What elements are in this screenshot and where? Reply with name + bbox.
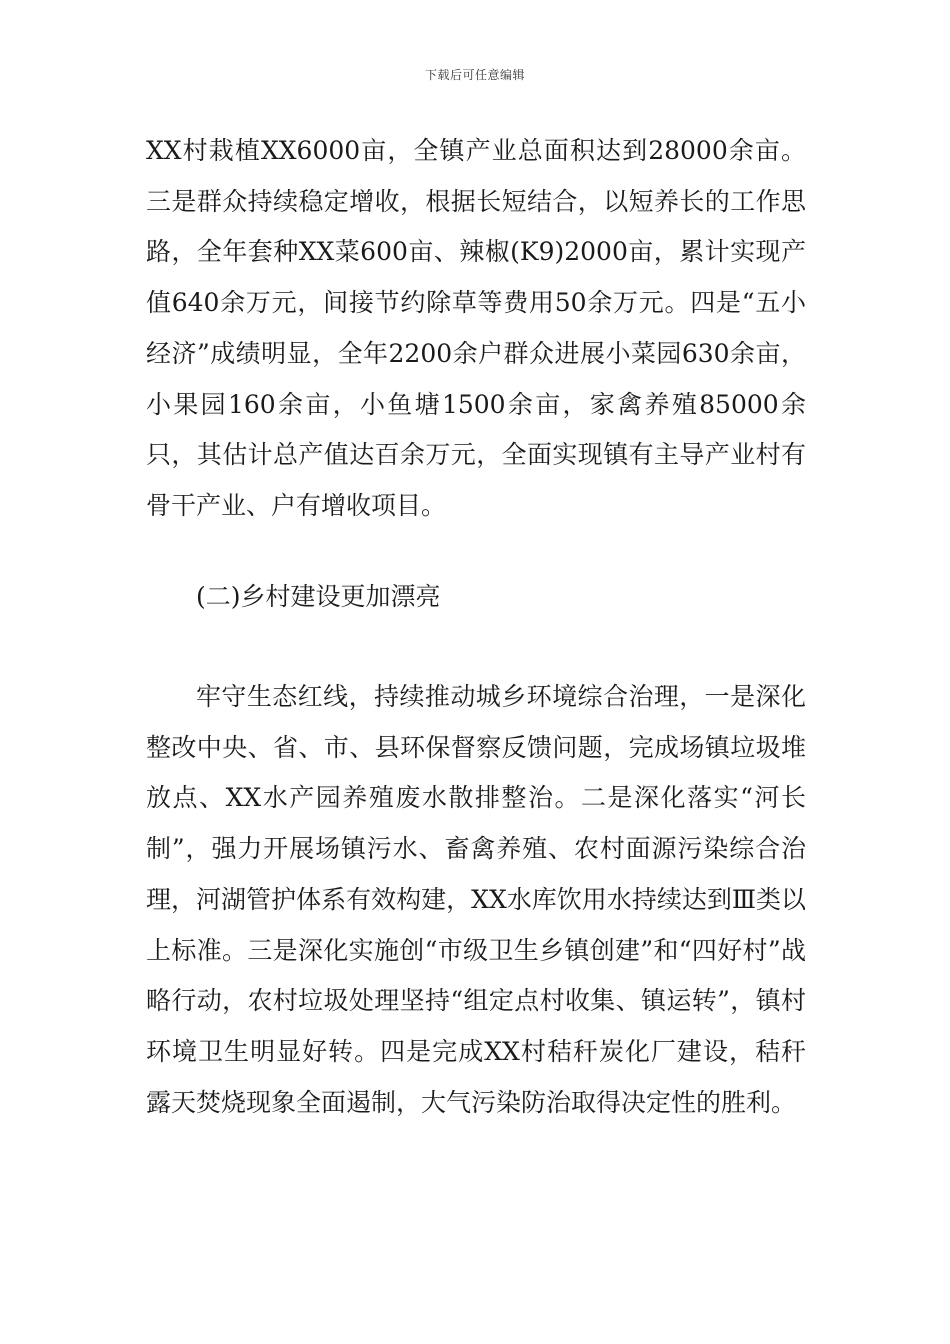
body-paragraph: XX村栽植XX6000亩，全镇产业总面积达到28000余亩。三是群众持续稳定增收，根据长短结合，以短养长的工作思路，全年套种XX菜600亩、辣椒(K9)2000亩，累计实现产值640余万元，间接节约除草等费用50余万元。四是“五小经济”成绩明显，全年2200余户群众进展小菜园630余亩，小果园160余亩，小鱼塘1500余亩，家禽养殖85000余只，其估计总产值达百余万元，全面实现镇有主导产业村有骨干产业、户有增收项目。	[146, 136, 806, 520]
page-header: 下载后可任意编辑	[424, 68, 525, 82]
section-heading: (二)乡村建设更加漂亮	[196, 582, 441, 611]
body-paragraph: 牢守生态红线，持续推动城乡环境综合治理，一是深化整改中央、省、市、县环保督察反馈问题，完成场镇垃圾堆放点、XX水产园养殖废水散排整治。二是深化落实“河长制”，强力开展场镇污水、畜禽养殖、农村面源污染综合治理，河湖管护体系有效构建，XX水库饮用水持续达到Ⅲ类以上标准。三是深化实施创“市级卫生乡镇创建”和“四好村”战略行动，农村垃圾处理坚持“组定点村收集、镇运转”，镇村环境卫生明显好转。四是完成XX村秸秆炭化厂建设，秸秆露天焚烧现象全面遏制，大气污染防治取得决定性的胜利。	[146, 682, 806, 1117]
